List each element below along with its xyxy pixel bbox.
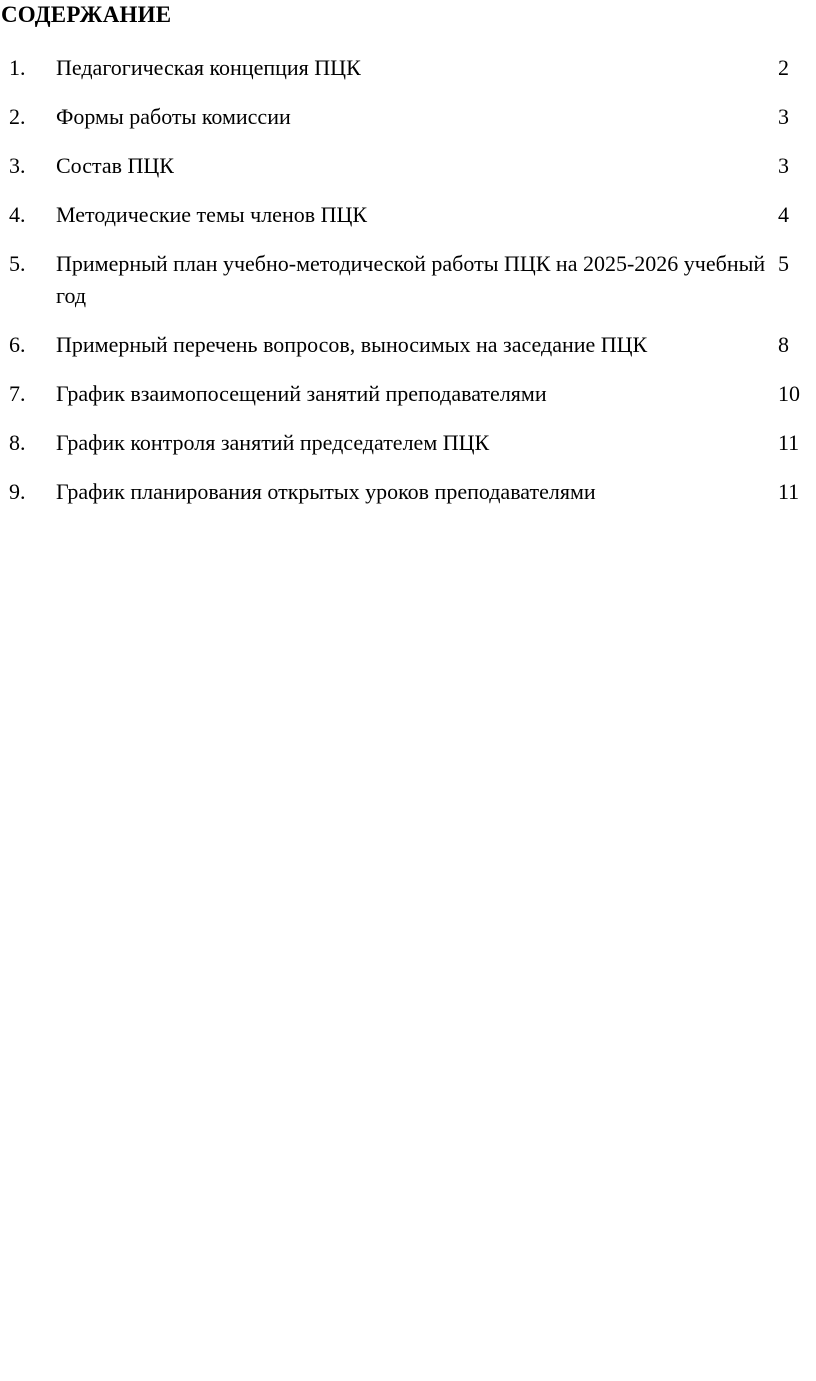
toc-page-number: 8 — [778, 332, 789, 357]
toc-row — [0, 476, 816, 508]
toc-title: Педагогическая концепция ПЦК — [56, 55, 361, 80]
toc-row — [0, 52, 816, 84]
toc-number: 9. — [9, 479, 26, 504]
toc-row — [0, 427, 816, 459]
table-of-contents — [0, 52, 816, 525]
toc-page-number: 2 — [778, 55, 789, 80]
toc-title: График планирования открытых уроков преподавателями — [56, 479, 596, 504]
toc-number: 2. — [9, 104, 26, 129]
toc-row — [0, 329, 816, 361]
toc-title: Методические темы членов ПЦК — [56, 202, 368, 227]
toc-row — [0, 101, 816, 133]
page-title: СОДЕРЖАНИЕ — [1, 2, 172, 27]
toc-page-number: 3 — [778, 153, 789, 178]
toc-page-number: 4 — [778, 202, 789, 227]
toc-page-number: 11 — [778, 430, 800, 455]
toc-title: Формы работы комиссии — [56, 104, 291, 129]
toc-number: 1. — [9, 55, 26, 80]
toc-number: 5. — [9, 251, 26, 276]
toc-page-number: 10 — [778, 381, 800, 406]
toc-number: 3. — [9, 153, 26, 178]
toc-row — [0, 378, 816, 410]
toc-title: Примерный план учебно-методической работы ПЦК на 2025-2026 учебный год — [56, 251, 766, 308]
toc-title: Состав ПЦК — [56, 153, 174, 178]
toc-number: 6. — [9, 332, 26, 357]
toc-page-number: 3 — [778, 104, 789, 129]
toc-title: График контроля занятий председателем ПЦК — [56, 430, 490, 455]
toc-title: График взаимопосещений занятий преподавателями — [56, 381, 547, 406]
toc-title: Примерный перечень вопросов, выносимых на заседание ПЦК — [56, 332, 648, 357]
toc-row — [0, 248, 816, 312]
toc-number: 7. — [9, 381, 26, 406]
toc-page-number: 5 — [778, 251, 789, 276]
toc-row — [0, 199, 816, 231]
toc-row — [0, 150, 816, 182]
toc-page-number: 11 — [778, 479, 800, 504]
toc-number: 4. — [9, 202, 26, 227]
toc-number: 8. — [9, 430, 26, 455]
